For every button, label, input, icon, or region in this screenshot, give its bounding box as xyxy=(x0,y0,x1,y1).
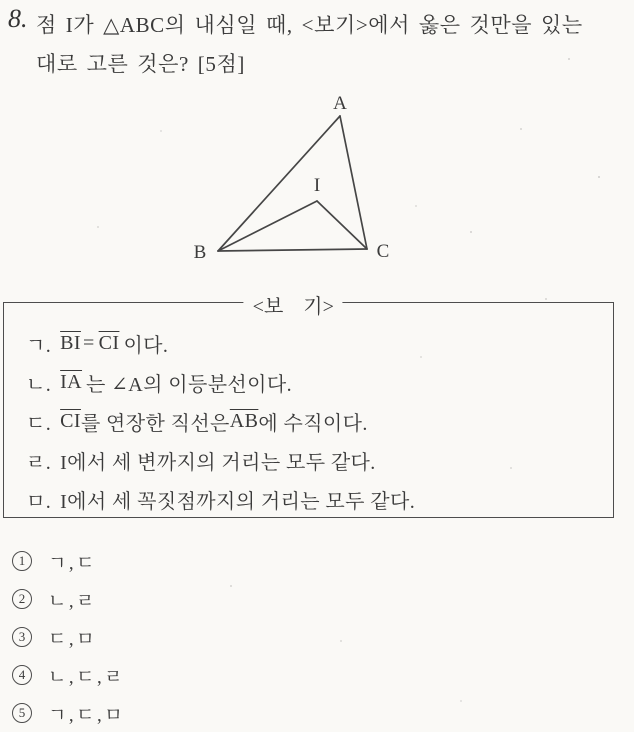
bogi-item-marker: ㄴ. xyxy=(26,374,52,396)
bogi-item-marker: ㄱ. xyxy=(26,335,52,357)
bogi-item-d xyxy=(26,402,605,441)
segment-name-ci: $\overline{CI}$ xyxy=(98,332,120,354)
triangle-side-ac xyxy=(340,116,367,249)
vertex-label-a: A xyxy=(333,93,347,114)
answer-choices xyxy=(12,542,125,732)
vertex-label-c: C xyxy=(376,241,390,262)
choice-3 xyxy=(12,618,125,656)
choice-4-circle-number: 4 xyxy=(12,665,32,685)
choice-2-circle-number: 2 xyxy=(12,589,32,609)
choice-2-label: ㄴ,ㄹ xyxy=(48,590,97,612)
bogi-item-text: I에서 세 꼭짓점까지의 거리는 모두 같다. xyxy=(60,491,416,513)
question-text-line2: 대로 고른 것은? [5점] xyxy=(36,52,245,76)
bogi-item-marker: ㄹ. xyxy=(26,452,52,474)
choice-4-label: ㄴ,ㄷ,ㄹ xyxy=(48,666,126,688)
choice-4 xyxy=(12,656,125,694)
segment-bi xyxy=(218,201,317,251)
choice-1-label: ㄱ,ㄷ xyxy=(48,552,97,574)
equals-sign: = xyxy=(82,332,95,354)
choice-5-label: ㄱ,ㄷ,ㅁ xyxy=(48,704,126,726)
choice-3-label: ㄷ,ㅁ xyxy=(48,628,97,650)
vertex-label-b: B xyxy=(193,242,207,263)
choice-5-circle-number: 5 xyxy=(12,703,32,723)
choice-1-circle-number: 1 xyxy=(12,551,32,571)
question-number: 8. xyxy=(8,4,28,33)
bogi-item-marker: ㄷ. xyxy=(26,413,52,435)
bogi-item-marker: ㅁ. xyxy=(26,491,52,513)
segment-name-bi: $\overline{BI}$ xyxy=(60,332,81,354)
bogi-item-g xyxy=(26,324,605,363)
bogi-item-text: 에 수직이다. xyxy=(258,413,368,435)
triangle-side-ab xyxy=(218,116,340,251)
bogi-item-text: I에서 세 변까지의 거리는 모두 같다. xyxy=(60,452,376,474)
segment-name-ab: $\overline{AB}$ xyxy=(229,410,259,432)
bogi-items xyxy=(4,303,613,519)
bogi-item-text: 이다. xyxy=(123,335,169,357)
choice-1 xyxy=(12,542,125,580)
triangle-figure xyxy=(188,93,420,267)
segment-name-ia: $\overline{IA}$ xyxy=(60,371,83,393)
choice-5 xyxy=(12,694,125,732)
bogi-box-title: <보 기> xyxy=(244,290,343,319)
bogi-item-m xyxy=(26,480,605,519)
bogi-box xyxy=(3,296,614,518)
choice-2 xyxy=(12,580,125,618)
bogi-item-text: 는 ∠A의 이등분선이다. xyxy=(86,374,292,396)
vertex-label-incenter: I xyxy=(313,175,321,196)
segment-name-ci: $\overline{CI}$ xyxy=(60,410,81,432)
bogi-item-n xyxy=(26,363,605,402)
choice-3-circle-number: 3 xyxy=(12,627,32,647)
bogi-item-r xyxy=(26,441,605,480)
bogi-item-text: 를 연장한 직선은 xyxy=(80,413,230,435)
scan-noise xyxy=(0,0,2,2)
triangle-side-bc xyxy=(218,249,367,251)
question-text-line1: 점 I가 △ABC의 내심일 때, <보기>에서 옳은 것만을 있는 xyxy=(36,13,583,37)
